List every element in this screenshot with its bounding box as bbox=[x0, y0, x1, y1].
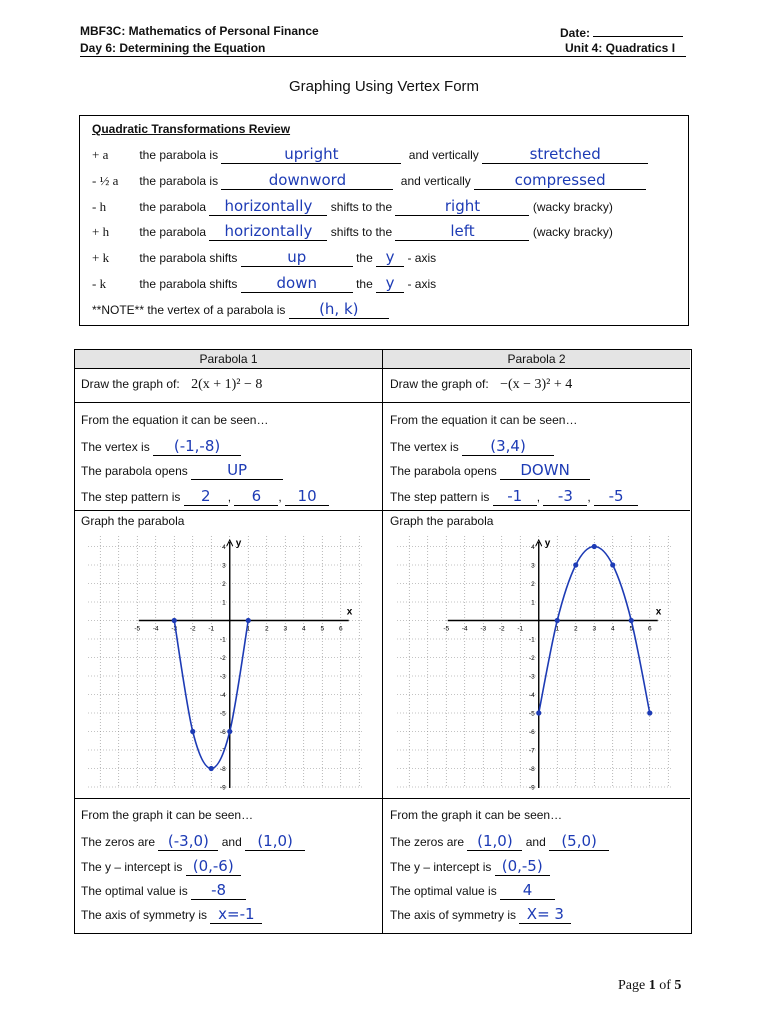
page-title: Graphing Using Vertex Form bbox=[288, 78, 480, 95]
plotted-point bbox=[536, 710, 541, 715]
x-tick-label: -2 bbox=[498, 625, 505, 633]
vertex-answer[interactable]: (3,4) bbox=[462, 437, 554, 456]
zeros-label: The zeros are bbox=[390, 835, 465, 849]
y-tick-label: -5 bbox=[528, 710, 535, 718]
optimal-label: The optimal value is bbox=[390, 884, 497, 898]
review-answer[interactable]: y bbox=[376, 248, 404, 267]
axis-answer[interactable]: X= 3 bbox=[519, 905, 571, 924]
review-text: - axis bbox=[407, 251, 437, 265]
step-answer[interactable]: -5 bbox=[594, 487, 638, 506]
row-divider bbox=[74, 402, 690, 403]
step-answer[interactable]: 10 bbox=[285, 487, 329, 506]
zero-answer[interactable]: (1,0) bbox=[245, 832, 305, 851]
x-tick-label: -4 bbox=[152, 625, 159, 633]
yint-label: The y – intercept is bbox=[390, 860, 492, 874]
y-tick-label: -2 bbox=[528, 655, 535, 662]
vertex-label: The vertex is bbox=[81, 440, 150, 454]
review-symbol: - ½ a bbox=[92, 173, 119, 188]
row-divider bbox=[74, 798, 690, 799]
review-answer[interactable]: downword bbox=[221, 171, 393, 190]
opens-row bbox=[81, 461, 283, 480]
x-tick-label: 3 bbox=[283, 625, 288, 633]
x-tick-label: 6 bbox=[647, 625, 652, 633]
day-title: Day 6: Determining the Equation bbox=[80, 41, 266, 55]
plotted-point bbox=[246, 618, 251, 623]
page-label: Page bbox=[618, 978, 646, 993]
x-tick-label: 3 bbox=[592, 625, 597, 633]
review-row bbox=[92, 145, 648, 165]
y-tick-label: 2 bbox=[531, 581, 535, 588]
review-text: shifts to the bbox=[330, 200, 393, 214]
zeros-row bbox=[390, 832, 609, 851]
y-tick-label: 1 bbox=[531, 599, 535, 607]
axis-label: The axis of symmetry is bbox=[81, 908, 208, 922]
review-text: the parabola bbox=[139, 225, 207, 239]
x-tick-label: 5 bbox=[629, 625, 634, 633]
y-axis-label: y bbox=[544, 538, 551, 549]
plotted-point bbox=[209, 766, 214, 771]
parabola-2-graph[interactable] bbox=[395, 534, 675, 790]
plotted-point bbox=[573, 562, 578, 567]
zero-answer[interactable]: (-3,0) bbox=[158, 832, 218, 851]
y-tick-label: -8 bbox=[219, 766, 226, 773]
equation: −(x − 3)² + 4 bbox=[500, 377, 573, 392]
draw-label: Draw the graph of: bbox=[81, 377, 180, 391]
axis-answer[interactable]: x=-1 bbox=[210, 905, 262, 924]
step-answer[interactable]: -3 bbox=[543, 487, 587, 506]
graph-label: Graph the parabola bbox=[81, 514, 185, 528]
plotted-point bbox=[647, 710, 652, 715]
x-tick-label: -5 bbox=[134, 625, 141, 633]
y-tick-label: -3 bbox=[219, 673, 226, 681]
y-tick-label: -2 bbox=[219, 655, 226, 662]
y-tick-label: -1 bbox=[528, 636, 535, 644]
review-answer[interactable]: down bbox=[241, 274, 353, 293]
step-label: The step pattern is bbox=[81, 490, 181, 504]
yint-row bbox=[81, 857, 241, 876]
y-tick-label: -4 bbox=[528, 692, 535, 699]
y-tick-label: -5 bbox=[219, 710, 226, 718]
x-tick-label: 6 bbox=[338, 625, 343, 633]
opens-answer[interactable]: UP bbox=[191, 461, 283, 480]
y-tick-label: 3 bbox=[222, 562, 226, 570]
plotted-point bbox=[629, 618, 634, 623]
draw-row bbox=[390, 377, 572, 393]
review-text: the parabola is bbox=[139, 174, 219, 188]
plotted-point bbox=[555, 618, 560, 623]
zeros-row bbox=[81, 832, 305, 851]
and-text: and bbox=[221, 835, 242, 849]
x-tick-label: 4 bbox=[301, 625, 306, 633]
step-answer[interactable]: -1 bbox=[493, 487, 537, 506]
y-tick-label: -8 bbox=[528, 766, 535, 773]
axis-row bbox=[390, 905, 571, 924]
y-tick-label: 3 bbox=[531, 562, 535, 570]
draw-label: Draw the graph of: bbox=[390, 377, 489, 391]
x-tick-label: -1 bbox=[208, 625, 215, 633]
page-of: of bbox=[659, 978, 671, 993]
optimal-row bbox=[390, 881, 555, 900]
course-title: MBF3C: Mathematics of Personal Finance bbox=[80, 24, 319, 38]
column-title: Parabola 2 bbox=[507, 352, 566, 366]
review-answer[interactable]: (h, k) bbox=[289, 300, 389, 319]
review-text: and vertically bbox=[400, 174, 471, 188]
x-tick-label: -4 bbox=[461, 625, 468, 633]
x-axis-label: x bbox=[655, 606, 662, 618]
y-tick-label: -3 bbox=[528, 673, 535, 681]
opens-label: The parabola opens bbox=[390, 464, 497, 478]
x-tick-label: -5 bbox=[443, 625, 450, 633]
review-note-text: **NOTE** the vertex of a parabola is bbox=[92, 303, 286, 317]
y-tick-label: -9 bbox=[219, 784, 226, 790]
review-symbol: + a bbox=[92, 147, 109, 162]
opens-answer[interactable]: DOWN bbox=[500, 461, 590, 480]
zero-answer[interactable]: (1,0) bbox=[467, 832, 522, 851]
vertex-answer[interactable]: (-1,-8) bbox=[153, 437, 241, 456]
yint-answer[interactable]: (0,-6) bbox=[186, 857, 241, 876]
graph-seen: From the graph it can be seen… bbox=[390, 808, 563, 822]
parabola-1-graph[interactable] bbox=[86, 534, 366, 790]
x-tick-label: 2 bbox=[264, 625, 269, 633]
equation-seen: From the equation it can be seen… bbox=[390, 413, 578, 427]
y-tick-label: 2 bbox=[222, 581, 226, 588]
review-note bbox=[92, 300, 389, 320]
y-tick-label: 4 bbox=[222, 544, 226, 551]
review-text: the parabola is bbox=[139, 148, 219, 162]
vertex-row bbox=[390, 437, 554, 456]
y-tick-label: -6 bbox=[219, 729, 226, 736]
review-text: - axis bbox=[407, 277, 437, 291]
y-tick-label: -9 bbox=[528, 784, 535, 790]
column-divider bbox=[382, 349, 383, 933]
review-heading: Quadratic Transformations Review bbox=[92, 122, 291, 136]
optimal-label: The optimal value is bbox=[81, 884, 188, 898]
review-answer[interactable]: right bbox=[395, 197, 529, 216]
axis-row bbox=[81, 905, 262, 924]
review-answer[interactable]: horizontally bbox=[209, 197, 327, 216]
review-answer[interactable]: y bbox=[376, 274, 404, 293]
date-blank[interactable] bbox=[593, 24, 683, 37]
review-text: and vertically bbox=[408, 148, 479, 162]
step-answer[interactable]: 2 bbox=[184, 487, 228, 506]
review-text: the bbox=[356, 251, 373, 265]
vertex-row bbox=[81, 437, 241, 456]
y-tick-label: 1 bbox=[222, 599, 226, 607]
review-text: the parabola bbox=[139, 200, 207, 214]
review-text: the parabola shifts bbox=[139, 277, 238, 291]
x-tick-label: 1 bbox=[555, 625, 560, 633]
optimal-answer[interactable]: 4 bbox=[500, 881, 555, 900]
unit-title: Unit 4: Quadratics I bbox=[565, 41, 676, 55]
review-answer[interactable]: horizontally bbox=[209, 222, 327, 241]
step-answer[interactable]: 6 bbox=[234, 487, 278, 506]
review-answer[interactable]: upright bbox=[221, 145, 401, 164]
axis-label: The axis of symmetry is bbox=[390, 908, 517, 922]
yint-label: The y – intercept is bbox=[81, 860, 183, 874]
review-answer[interactable]: up bbox=[241, 248, 353, 267]
row-divider bbox=[382, 510, 690, 511]
review-text: the parabola shifts bbox=[139, 251, 238, 265]
y-tick-label: -7 bbox=[528, 747, 535, 755]
x-tick-label: 4 bbox=[610, 625, 615, 633]
and-text: and bbox=[525, 835, 546, 849]
x-tick-label: -3 bbox=[171, 625, 178, 633]
review-row bbox=[92, 248, 436, 268]
review-row bbox=[92, 197, 613, 217]
y-tick-label: -4 bbox=[219, 692, 226, 699]
zero-answer[interactable]: (5,0) bbox=[549, 832, 609, 851]
column-title: Parabola 1 bbox=[199, 352, 258, 366]
review-text: the bbox=[356, 277, 373, 291]
vertex-label: The vertex is bbox=[390, 440, 459, 454]
review-text: shifts to the bbox=[330, 225, 393, 239]
review-text: (wacky bracky) bbox=[532, 225, 613, 239]
plotted-point bbox=[592, 544, 597, 549]
opens-label: The parabola opens bbox=[81, 464, 188, 478]
opens-row bbox=[390, 461, 590, 480]
equation: 2(x + 1)² − 8 bbox=[191, 377, 263, 392]
step-label: The step pattern is bbox=[390, 490, 490, 504]
y-axis-label: y bbox=[235, 538, 242, 549]
equation-seen: From the equation it can be seen… bbox=[81, 413, 269, 427]
review-answer[interactable]: left bbox=[395, 222, 529, 241]
step-row: The step pattern is 2 , 6 , 10 bbox=[81, 487, 329, 506]
review-row bbox=[92, 222, 613, 242]
plotted-point bbox=[227, 729, 232, 734]
plotted-point bbox=[190, 729, 195, 734]
x-tick-label: 5 bbox=[320, 625, 325, 633]
yint-answer[interactable]: (0,-5) bbox=[495, 857, 550, 876]
plotted-point bbox=[172, 618, 177, 623]
y-tick-label: 4 bbox=[531, 544, 535, 551]
review-answer[interactable]: stretched bbox=[482, 145, 648, 164]
x-tick-label: 1 bbox=[246, 625, 251, 633]
date-field bbox=[560, 24, 683, 40]
review-symbol: + k bbox=[92, 250, 110, 265]
page-total: 5 bbox=[674, 978, 682, 993]
x-axis-label: x bbox=[346, 606, 353, 618]
review-row bbox=[92, 171, 646, 191]
graph-label: Graph the parabola bbox=[390, 514, 494, 528]
y-tick-label: -1 bbox=[219, 636, 226, 644]
review-symbol: - k bbox=[92, 276, 107, 291]
step-row: The step pattern is -1 , -3 , -5 bbox=[390, 487, 638, 506]
review-text: (wacky bracky) bbox=[532, 200, 613, 214]
review-answer[interactable]: compressed bbox=[474, 171, 646, 190]
x-tick-label: 2 bbox=[573, 625, 578, 633]
y-tick-label: -7 bbox=[219, 747, 226, 755]
page-number bbox=[618, 978, 681, 994]
x-tick-label: -3 bbox=[480, 625, 487, 633]
graph-seen: From the graph it can be seen… bbox=[81, 808, 254, 822]
optimal-answer[interactable]: -8 bbox=[191, 881, 246, 900]
plotted-point bbox=[610, 562, 615, 567]
draw-row bbox=[81, 377, 262, 393]
date-label: Date: bbox=[560, 26, 591, 40]
page-current: 1 bbox=[648, 978, 656, 993]
zeros-label: The zeros are bbox=[81, 835, 156, 849]
review-symbol: - h bbox=[92, 199, 107, 214]
review-row bbox=[92, 274, 436, 294]
optimal-row bbox=[81, 881, 246, 900]
header-divider bbox=[80, 56, 686, 57]
yint-row bbox=[390, 857, 550, 876]
review-symbol: + h bbox=[92, 224, 110, 239]
x-tick-label: -1 bbox=[517, 625, 524, 633]
y-tick-label: -6 bbox=[528, 729, 535, 736]
x-tick-label: -2 bbox=[189, 625, 196, 633]
row-divider bbox=[74, 510, 383, 511]
